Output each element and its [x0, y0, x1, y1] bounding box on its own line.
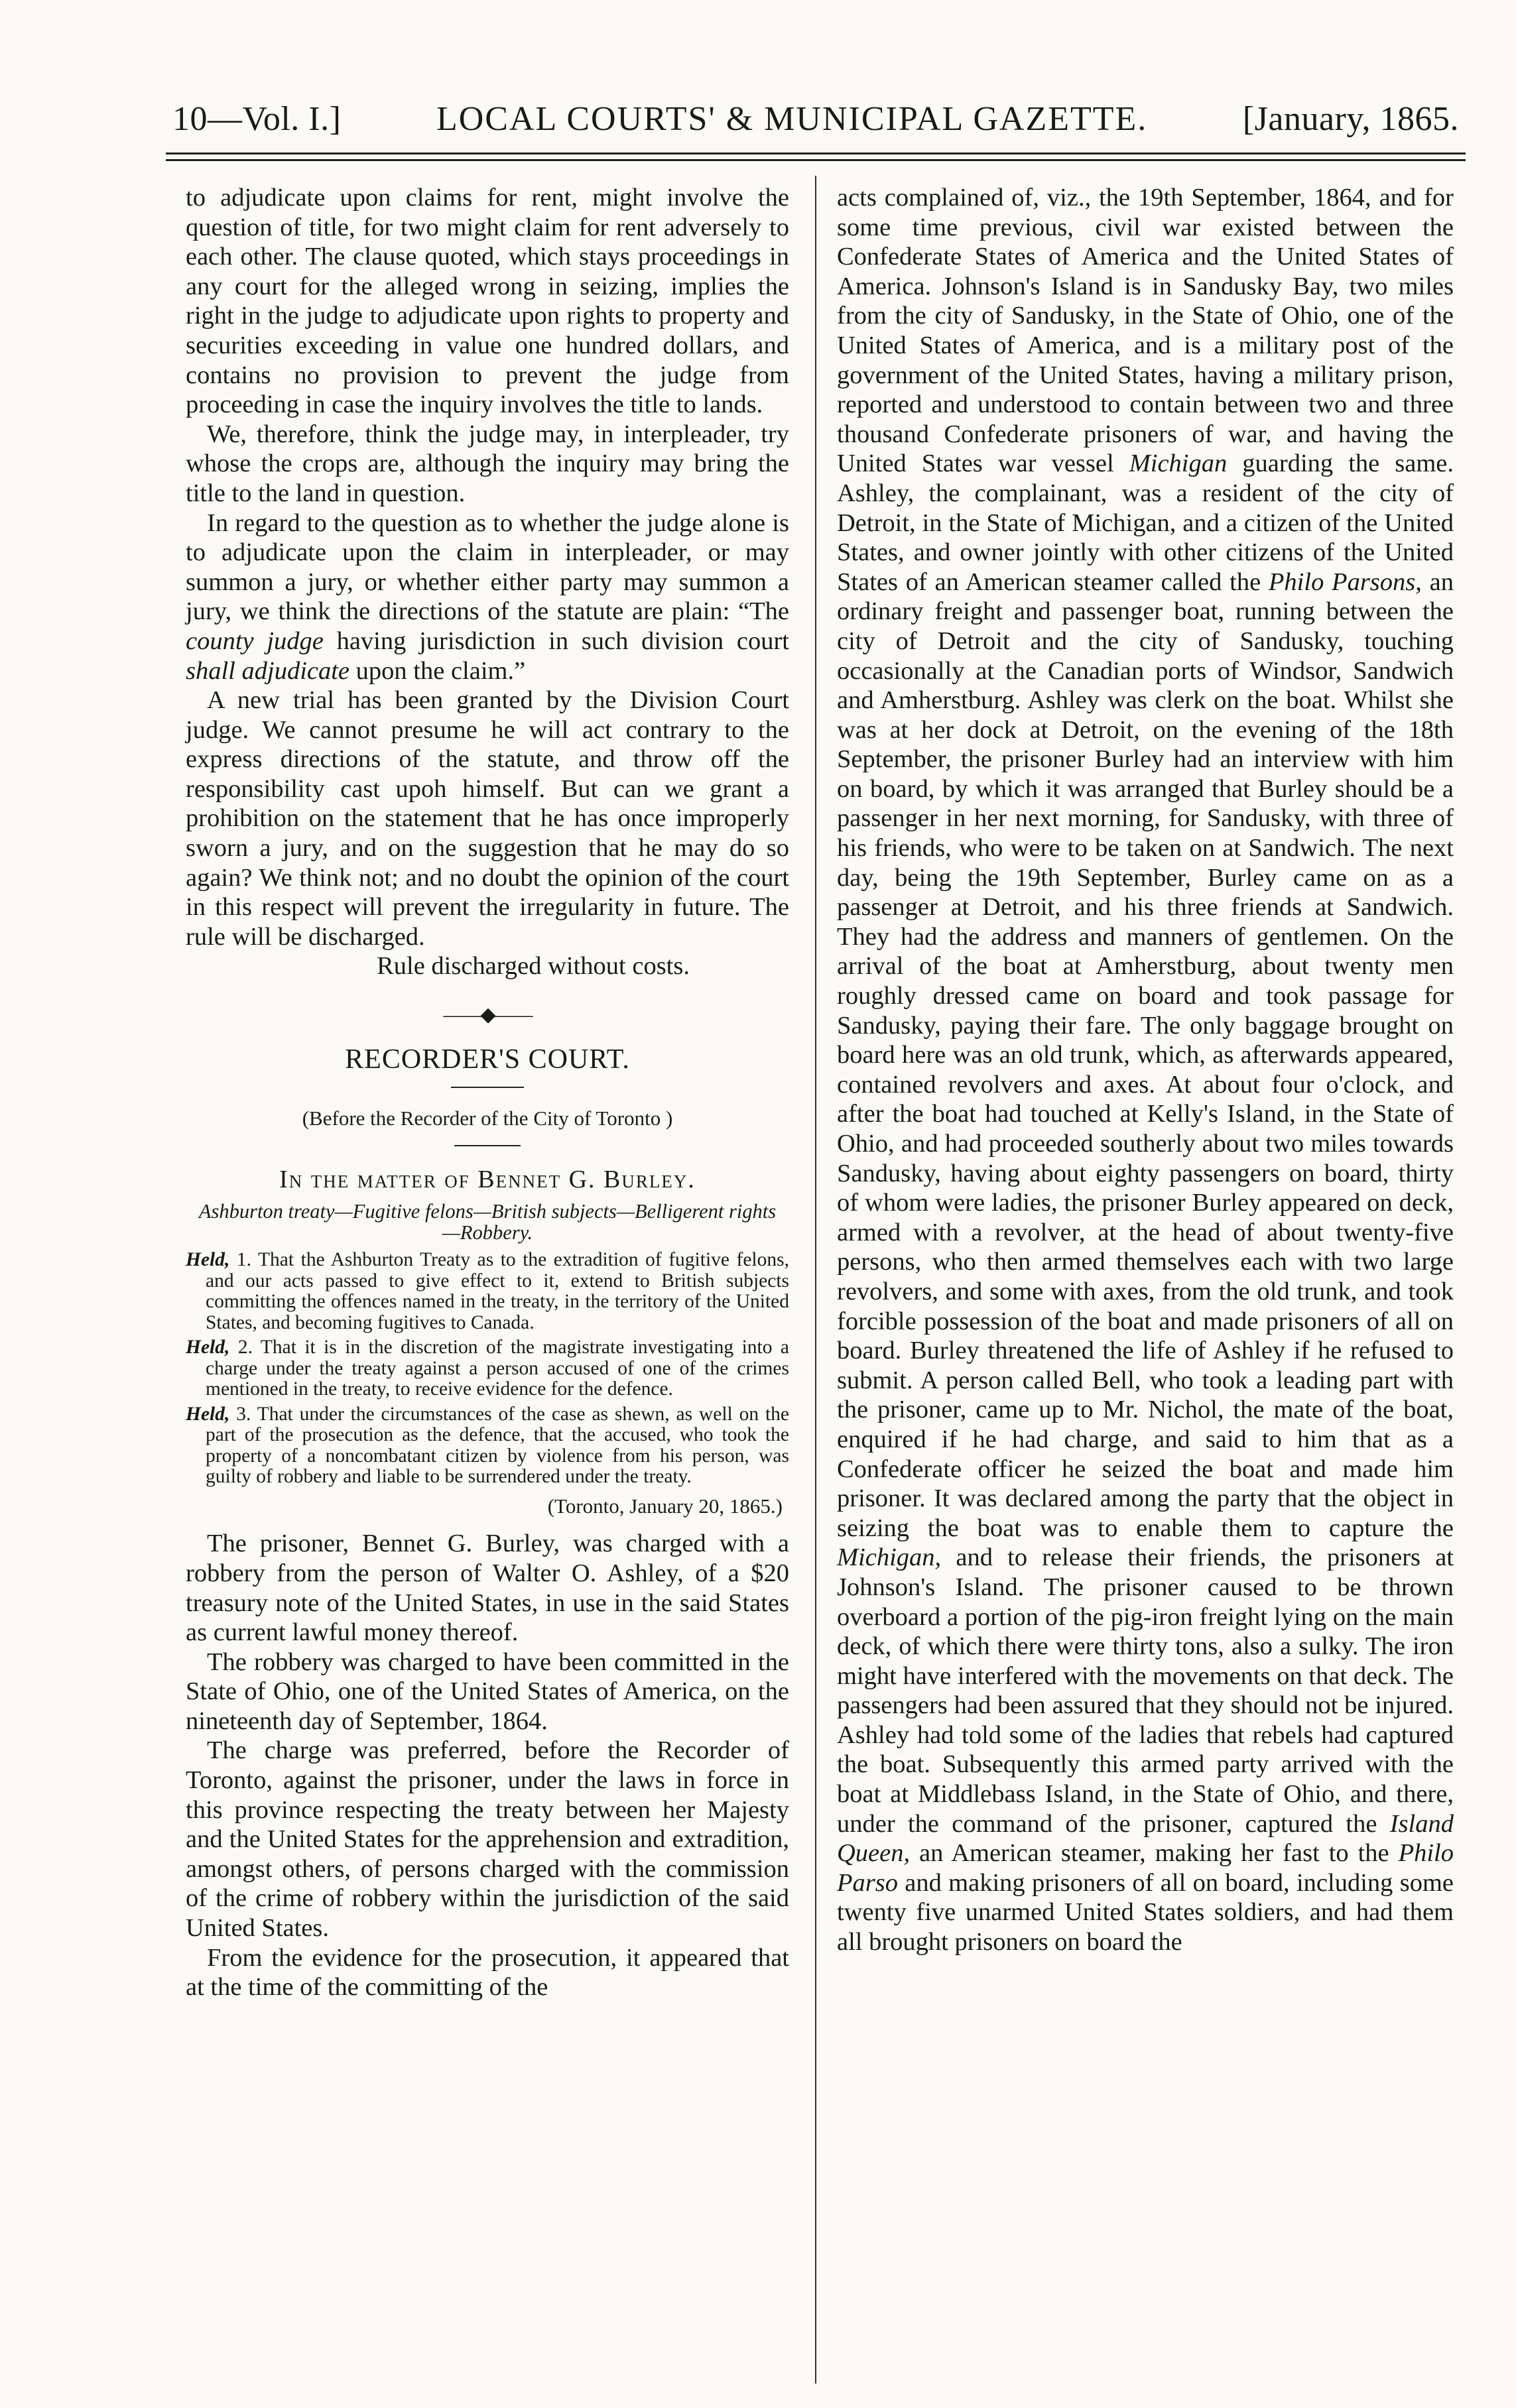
- left-column: [186, 183, 789, 2002]
- short-rule: [451, 1087, 524, 1088]
- paragraph: acts complained of, viz., the 19th September, 1864, and for some time previous, civil war existed between the Confederate States of America and the United States of America. Johnson's Island is in Sandusky Bay, two miles from the city of Sandusky, in the State of Ohio, one of the United States of America, and is a military post of the government of the United States, having a military prison, reported and understood to contain between two and three thousand Confederate prisoners of war, and having the United States war vessel Michigan guarding the same. Ashley, the complainant, was a resident of the city of Detroit, in the State of Michigan, and a citizen of the United States, and owner jointly with other citizens of the United States of an American steamer called the Philo Parsons, an ordinary freight and passenger boat, running between the city of Detroit and the city of Sandusky, touching occasionally at the Canadian ports of Windsor, Sandwich and Amherstburg. Ashley was clerk on the boat. Whilst she was at her dock at Detroit, on the evening of the 18th September, the prisoner Burley had an interview with him on board, by which it was arranged that Burley should be a passenger in her next morning, for Sandusky, with three of his friends, who were to be taken on at Sandwich. The next day, being the 19th September, Burley came on as a passenger at Detroit, and his three friends at Sandwich. They had the address and manners of gentlemen. On the arrival of the boat at Amherstburg, about twenty men roughly dressed came on board and took passage for Sandusky, paying their fare. The only baggage brought on board here was an old trunk, which, as afterwards appeared, contained revolvers and axes. At about four o'clock, and after the boat had touched at Kelly's Island, in the State of Ohio, and had proceeded southerly about two miles towards Sandusky, having about eighty passengers on board, thirty of whom were ladies, the prisoner Burley appeared on deck, armed with a revolver, at the head of about twenty-five persons, who then armed themselves each with two large revolvers, and some with axes, from the old trunk, and took forcible possession of the boat and made prisoners of all on board. Burley threatened the life of Ashley if he refused to submit. A person called Bell, who took a leading part with the prisoner, came up to Mr. Nichol, the mate of the boat, enquired if he had charge, and said to him that as a Confederate officer he seized the boat and made him prisoner. It was declared among the party that the object in seizing the boat was to enable them to capture the Michigan, and to release their friends, the prisoners at Johnson's Island. The prisoner caused to be thrown overboard a portion of the pig-iron freight lying on the main deck, of which there were thirty tons, also a sulky. The iron might have interfered with the movements on that deck. The passengers had been assured that they should not be injured. Ashley had told some of the ladies that rebels had captured the boat. Subsequently this armed party arrived with the boat at Middlebass Island, in the State of Ohio, and there, under the command of the prisoner, captured the Island Queen, an American steamer, making her fast to the Philo Parso and making prisoners of all on board, including some twenty five unarmed United States soldiers, and had them all brought prisoners on board the: [837, 184, 1454, 1957]
- page-volume: 10—Vol. I.]: [172, 100, 342, 138]
- decision-date: (Toronto, January 20, 1865.): [547, 1494, 783, 1518]
- ruling: Rule discharged without costs.: [377, 952, 690, 981]
- paragraph: to adjudicate upon claims for rent, might involve the question of title, for two might claim for rent adversely to each other. The clause quoted, which stays proceedings in any court for the alleged wrong in seizing, implies the right in the judge to adjudicate upon rights to property and securities exceeding in value one hundred dollars, and contains no provision to prevent the judge from proceeding in case the inquiry involves the title to lands.: [186, 184, 789, 419]
- right-column: [837, 183, 1454, 1957]
- holding: Held, 1. That the Ashburton Treaty as to the extradition of fugitive felons, and our acts passed to give effect to it, extend to British subjects committing the offences named in the treaty, in the territory of the United States, and becoming fugitives to Canada.: [186, 1249, 789, 1333]
- issue-date: [January, 1865.: [1242, 100, 1459, 138]
- paragraph: In regard to the question as to whether the judge alone is to adjudicate upon the claim in interpleader, or may summon a jury, or whether either party may summon a jury, we think the directions of the statute are plain: “The county judge having jurisdiction in such division court shall adjudicate upon the claim.”: [186, 509, 789, 685]
- section-heading: RECORDER'S COURT.: [345, 1044, 630, 1075]
- header-rule-top: [166, 152, 1466, 154]
- page-header: [172, 99, 1459, 139]
- case-title: In the matter of Bennet G. Burley.: [279, 1165, 696, 1193]
- paragraph: We, therefore, think the judge may, in interpleader, try whose the crops are, although the inquiry may bring the title to the land in question.: [186, 420, 789, 507]
- paragraph: The charge was preferred, before the Recorder of Toronto, against the prisoner, under the laws in force in this province respecting the treaty between her Majesty and the United States for the apprehension and extradition, amongst others, of persons charged with the commission of the crime of robbery within the jurisdiction of the said United States.: [186, 1736, 789, 1943]
- paragraph: The robbery was charged to have been committed in the State of Ohio, one of the United States of America, on the nineteenth day of September, 1864.: [186, 1648, 789, 1735]
- header-rule-bottom: [166, 159, 1466, 161]
- column-divider: [815, 176, 816, 2383]
- journal-title: LOCAL COURTS' & MUNICIPAL GAZETTE.: [436, 100, 1148, 138]
- paragraph: The prisoner, Bennet G. Burley, was charged with a robbery from the person of Walter O. Ashley, of a $20 treasury note of the United States, in use in the said States as current lawful money thereof.: [186, 1530, 789, 1647]
- headnote: Ashburton treaty—Fugitive felons—British subjects—Belligerent rights—Robbery.: [198, 1200, 777, 1244]
- court-before: (Before the Recorder of the City of Toronto ): [302, 1106, 673, 1130]
- holding: Held, 3. That under the circumstances of the case as shewn, as well on the part of the prosecution as the defence, that the accused, who took the property of a noncombatant citizen by violence from his person, was guilty of robbery and liable to be surrendered under the treaty.: [186, 1403, 789, 1488]
- paragraph: From the evidence for the prosecution, it appeared that at the time of the committing of the: [186, 1943, 789, 2002]
- paragraph: A new trial has been granted by the Division Court judge. We cannot presume he will act contrary to the express directions of the statute, and throw off the responsibility cast upoh himself. But can we grant a prohibition on the statement that he has once improperly sworn a jury, and on the suggestion that he may do so again? We think not; and no doubt the opinion of the court in this respect will prevent the irregularity in future. The rule will be discharged.: [186, 686, 789, 951]
- separator-ornament: ——◆——: [443, 1004, 532, 1026]
- holding: Held, 2. That it is in the discretion of the magistrate investigating into a charge under the treaty against a person accused of one of the crimes mentioned in the treaty, to receive evidence for the defence.: [186, 1337, 789, 1400]
- short-rule: [454, 1145, 521, 1146]
